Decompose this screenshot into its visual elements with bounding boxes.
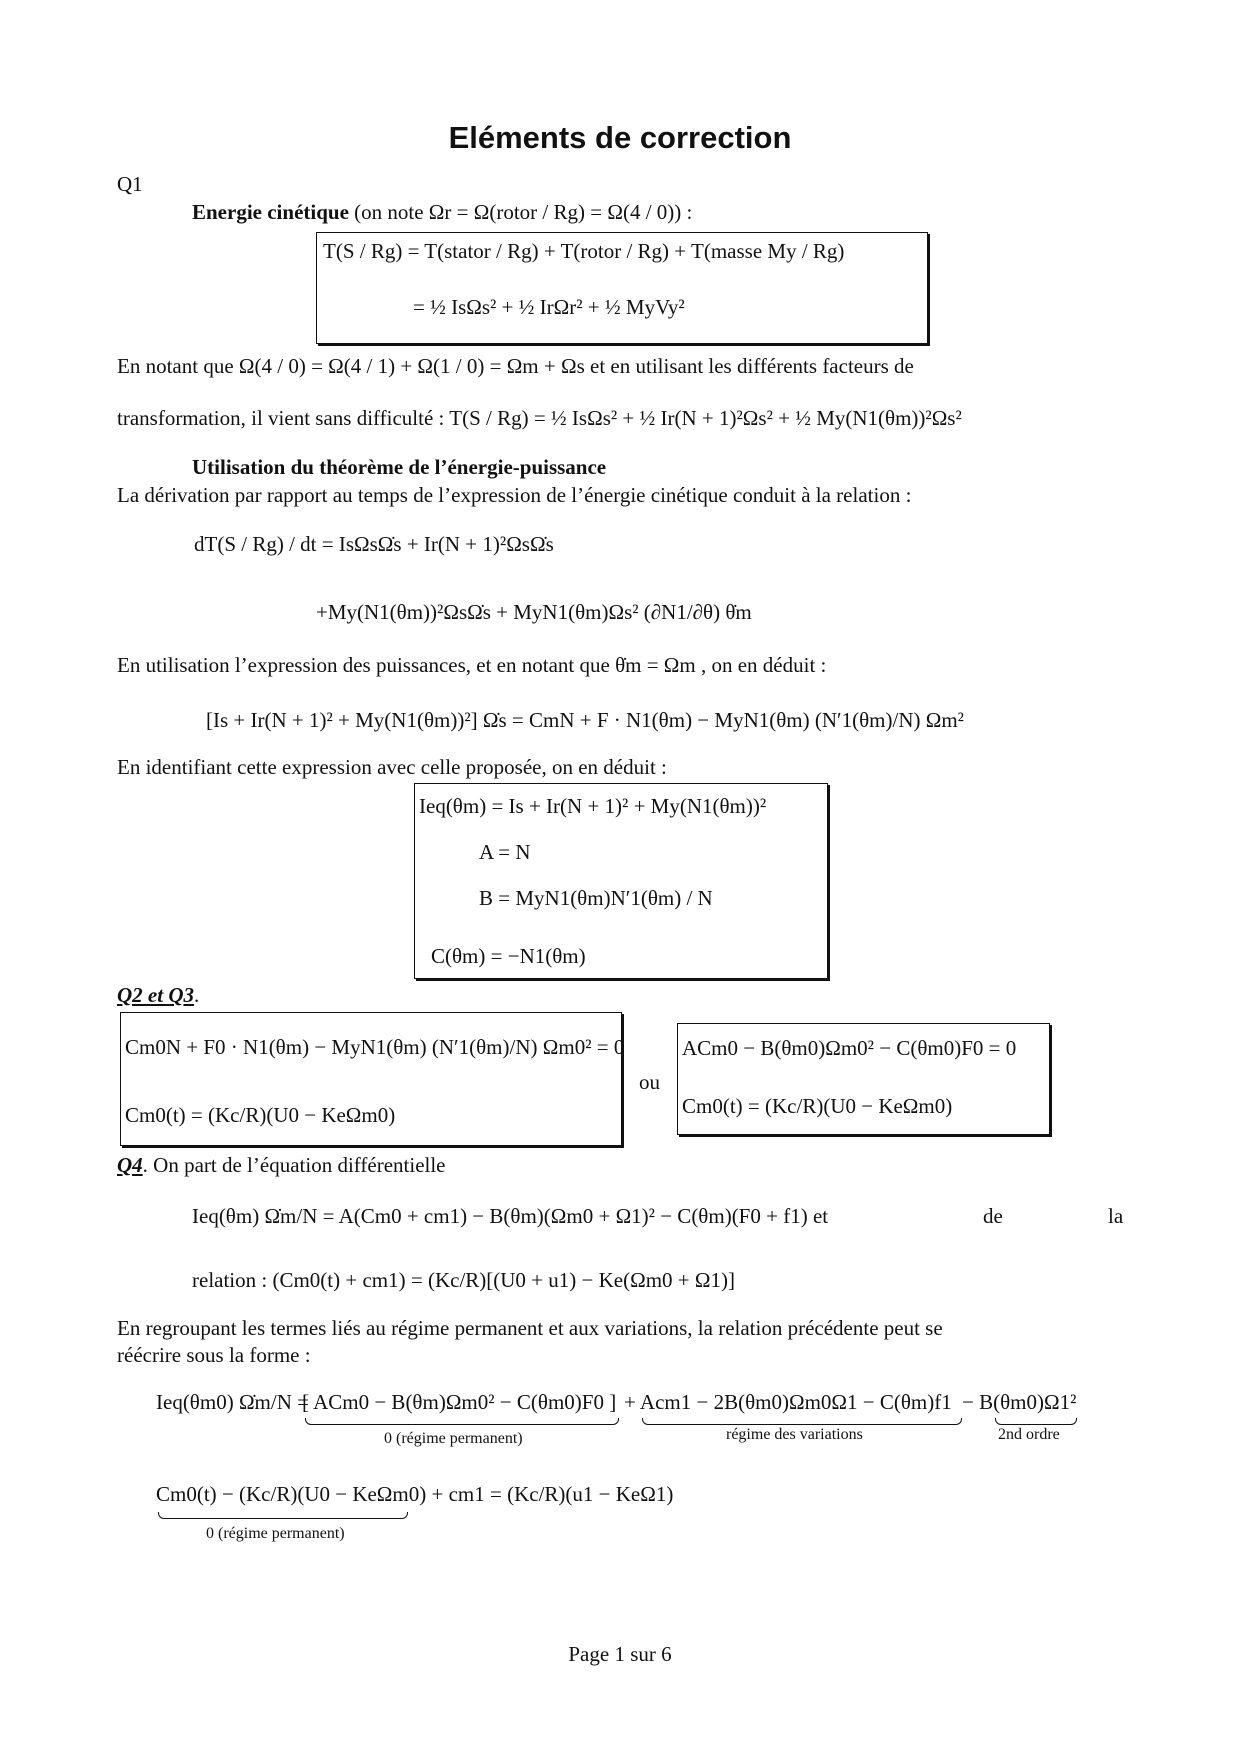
q23-or: ou	[639, 1070, 660, 1094]
q23-right-box	[677, 1023, 1050, 1135]
q23-right-eq2: Cm0(t) = (Kc/R)(U0 − KeΩm0)	[682, 1094, 953, 1118]
q4-intro: . On part de l’équation différentielle	[142, 1153, 446, 1177]
brace-permanent	[305, 1418, 619, 1425]
kinetic-energy-line2: = ½ IsΩs² + ½ IrΩr² + ½ MyVy²	[413, 295, 685, 319]
brace-permanent-2-label: 0 (régime permanent)	[206, 1525, 345, 1542]
q4-eq4: Cm0(t) − (Kc/R)(U0 − KeΩm0) + cm1 = (Kc/R)(u1 − KeΩ1)	[156, 1482, 674, 1506]
brace-second-order-label: 2nd ordre	[998, 1426, 1060, 1443]
brace-permanent-2	[158, 1512, 408, 1519]
theorem-heading: Utilisation du théorème de l’énergie-puissance	[192, 455, 607, 479]
kinetic-energy-box	[316, 232, 928, 344]
q23-left-eq2: Cm0(t) = (Kc/R)(U0 − KeΩm0)	[125, 1103, 396, 1127]
para1-b: transformation, il vient sans difficulté : T(S / Rg) = ½ IsΩs² + ½ Ir(N + 1)²Ωs² + ½ My(N1(θm))²Ωs²	[117, 406, 962, 430]
ident-c: C(θm) = −N1(θm)	[431, 944, 586, 968]
q4-para2: réécrire sous la forme :	[117, 1343, 311, 1367]
q23-heading: Q2 et Q3.	[117, 983, 200, 1007]
brace-variations	[642, 1418, 962, 1425]
q4-eq3-lhs: Ieq(θm0) Ω̇m/N =	[156, 1390, 309, 1414]
q23-left-box	[120, 1012, 625, 1146]
identification-box	[414, 783, 828, 979]
para4: En identifiant cette expression avec celle proposée, on en déduit :	[117, 755, 667, 779]
brace-second-order	[995, 1418, 1077, 1425]
eq-main: [Is + Ir(N + 1)² + My(N1(θm))²] Ω̇s = CmN + F · N1(θm) − MyN1(θm) (N′1(θm)/N) Ωm²	[206, 708, 964, 732]
q4-para: En regroupant les termes liés au régime permanent et aux variations, la relation précédente peut se	[117, 1316, 943, 1340]
q4-eq1: Ieq(θm) Ω̇m/N = A(Cm0 + cm1) − B(θm)(Ωm0 + Ω1)² − C(θm)(F0 + f1) et	[192, 1204, 829, 1228]
ident-a: A = N	[479, 840, 531, 864]
eq-derivative-1: dT(S / Rg) / dt = IsΩsΩ̇s + Ir(N + 1)²ΩsΩ̇s	[194, 532, 554, 556]
q4-eq3-variations: + Acm1 − 2B(θm0)Ωm0Ω1 − C(θm)f1	[624, 1390, 952, 1414]
q4-eq3-permanent: [ ACm0 − B(θm)Ωm0² − C(θm0)F0 ]	[302, 1390, 617, 1414]
q23-right-eq1: ACm0 − B(θm0)Ωm0² − C(θm0)F0 = 0	[682, 1036, 1017, 1060]
q4-la: la	[1108, 1204, 1124, 1228]
para2: La dérivation par rapport au temps de l’expression de l’énergie cinétique conduit à la relation :	[117, 483, 912, 507]
page-title: Eléments de correction	[448, 120, 792, 155]
q1-label: Q1	[117, 172, 143, 196]
energie-heading: Energie cinétique	[192, 200, 349, 224]
ident-b: B = MyN1(θm)N′1(θm) / N	[479, 886, 713, 910]
kinetic-energy-line1: T(S / Rg) = T(stator / Rg) + T(rotor / Rg) + T(masse My / Rg)	[323, 239, 845, 263]
ident-ieq: Ieq(θm) = Is + Ir(N + 1)² + My(N1(θm))²	[419, 794, 767, 818]
q4-heading	[117, 1153, 446, 1178]
brace-permanent-label: 0 (régime permanent)	[384, 1430, 523, 1447]
energie-note: (on note Ωr = Ω(rotor / Rg) = Ω(4 / 0)) :	[348, 200, 693, 224]
para1-a: En notant que Ω(4 / 0) = Ω(4 / 1) + Ω(1 / 0) = Ωm + Ωs et en utilisant les différents facteurs de	[117, 354, 914, 378]
page-footer: Page 1 sur 6	[568, 1642, 672, 1666]
energie-line	[192, 200, 692, 225]
q4-eq3-second-order: − B(θm0)Ω1²	[962, 1390, 1077, 1414]
q23-label: Q2 et Q3	[117, 983, 194, 1007]
q4-de: de	[983, 1204, 1003, 1228]
eq-derivative-2: +My(N1(θm))²ΩsΩ̇s + MyN1(θm)Ωs² (∂N1/∂θ) θ̇m	[316, 600, 752, 624]
brace-variations-label: régime des variations	[726, 1426, 863, 1443]
q4-label: Q4	[117, 1153, 143, 1177]
para3: En utilisation l’expression des puissances, et en notant que θ̇m = Ωm , on en déduit :	[117, 653, 827, 677]
q4-eq2: relation : (Cm0(t) + cm1) = (Kc/R)[(U0 + u1) − Ke(Ωm0 + Ω1)]	[192, 1268, 735, 1292]
q23-left-eq1: Cm0N + F0 · N1(θm) − MyN1(θm) (N′1(θm)/N) Ωm0² = 0	[125, 1035, 625, 1059]
